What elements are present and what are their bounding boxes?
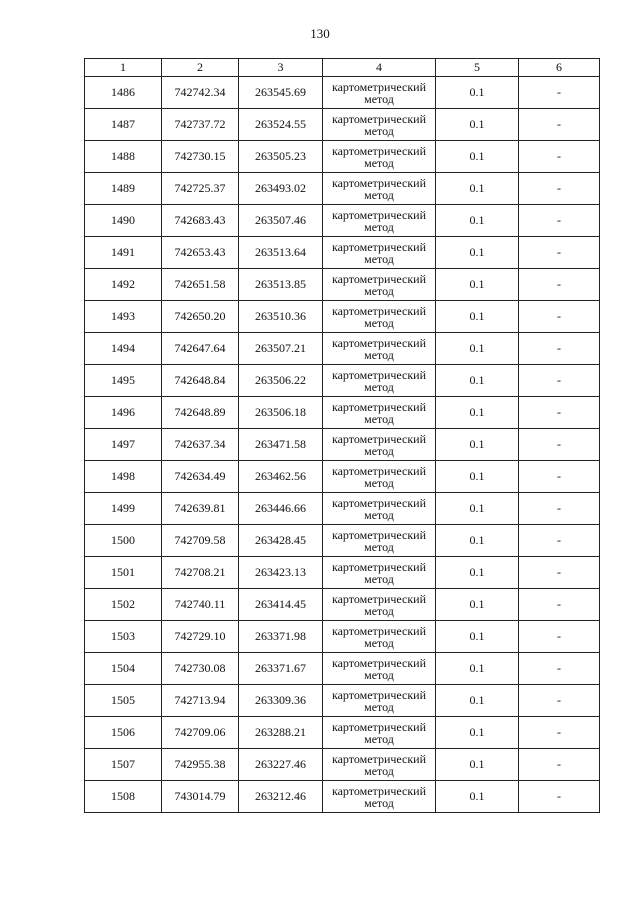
accuracy-cell: 0.1 <box>436 461 519 493</box>
note-cell: - <box>519 525 600 557</box>
column-header-5: 5 <box>436 59 519 77</box>
table-row <box>85 141 600 173</box>
x-coordinate-cell: 742709.06 <box>162 717 239 749</box>
x-coordinate-cell: 742653.43 <box>162 237 239 269</box>
point-number-cell: 1502 <box>85 589 162 621</box>
table-row <box>85 109 600 141</box>
x-coordinate-cell: 742709.58 <box>162 525 239 557</box>
x-coordinate-cell: 742713.94 <box>162 685 239 717</box>
table-row <box>85 621 600 653</box>
method-cell: картометрический метод <box>323 589 436 621</box>
note-cell: - <box>519 621 600 653</box>
accuracy-cell: 0.1 <box>436 429 519 461</box>
method-cell: картометрический метод <box>323 461 436 493</box>
note-cell: - <box>519 333 600 365</box>
y-coordinate-cell: 263423.13 <box>239 557 323 589</box>
table-row <box>85 269 600 301</box>
coordinates-table <box>84 58 600 813</box>
point-number-cell: 1486 <box>85 77 162 109</box>
y-coordinate-cell: 263414.45 <box>239 589 323 621</box>
accuracy-cell: 0.1 <box>436 589 519 621</box>
point-number-cell: 1494 <box>85 333 162 365</box>
accuracy-cell: 0.1 <box>436 301 519 333</box>
accuracy-cell: 0.1 <box>436 333 519 365</box>
accuracy-cell: 0.1 <box>436 173 519 205</box>
accuracy-cell: 0.1 <box>436 621 519 653</box>
column-header-2: 2 <box>162 59 239 77</box>
y-coordinate-cell: 263471.58 <box>239 429 323 461</box>
method-cell: картометрический метод <box>323 109 436 141</box>
note-cell: - <box>519 461 600 493</box>
method-cell: картометрический метод <box>323 717 436 749</box>
page-number: 130 <box>310 26 330 41</box>
method-cell: картометрический метод <box>323 749 436 781</box>
note-cell: - <box>519 173 600 205</box>
x-coordinate-cell: 742639.81 <box>162 493 239 525</box>
y-coordinate-cell: 263371.67 <box>239 653 323 685</box>
table-row <box>85 173 600 205</box>
x-coordinate-cell: 742648.89 <box>162 397 239 429</box>
note-cell: - <box>519 141 600 173</box>
table-row <box>85 749 600 781</box>
note-cell: - <box>519 237 600 269</box>
method-cell: картометрический метод <box>323 301 436 333</box>
note-cell: - <box>519 653 600 685</box>
y-coordinate-cell: 263545.69 <box>239 77 323 109</box>
table-row <box>85 685 600 717</box>
table-row <box>85 365 600 397</box>
y-coordinate-cell: 263510.36 <box>239 301 323 333</box>
table-row <box>85 461 600 493</box>
accuracy-cell: 0.1 <box>436 141 519 173</box>
point-number-cell: 1508 <box>85 781 162 813</box>
column-header-4: 4 <box>323 59 436 77</box>
method-cell: картометрический метод <box>323 429 436 461</box>
y-coordinate-cell: 263493.02 <box>239 173 323 205</box>
method-cell: картометрический метод <box>323 653 436 685</box>
note-cell: - <box>519 397 600 429</box>
note-cell: - <box>519 109 600 141</box>
table-row <box>85 429 600 461</box>
method-cell: картометрический метод <box>323 333 436 365</box>
point-number-cell: 1495 <box>85 365 162 397</box>
note-cell: - <box>519 269 600 301</box>
accuracy-cell: 0.1 <box>436 493 519 525</box>
point-number-cell: 1490 <box>85 205 162 237</box>
method-cell: картометрический метод <box>323 365 436 397</box>
x-coordinate-cell: 742737.72 <box>162 109 239 141</box>
method-cell: картометрический метод <box>323 557 436 589</box>
method-cell: картометрический метод <box>323 237 436 269</box>
y-coordinate-cell: 263212.46 <box>239 781 323 813</box>
accuracy-cell: 0.1 <box>436 653 519 685</box>
x-coordinate-cell: 742634.49 <box>162 461 239 493</box>
point-number-cell: 1505 <box>85 685 162 717</box>
method-cell: картометрический метод <box>323 397 436 429</box>
point-number-cell: 1503 <box>85 621 162 653</box>
y-coordinate-cell: 263227.46 <box>239 749 323 781</box>
y-coordinate-cell: 263513.64 <box>239 237 323 269</box>
x-coordinate-cell: 742742.34 <box>162 77 239 109</box>
y-coordinate-cell: 263507.46 <box>239 205 323 237</box>
x-coordinate-cell: 742651.58 <box>162 269 239 301</box>
accuracy-cell: 0.1 <box>436 717 519 749</box>
note-cell: - <box>519 301 600 333</box>
table-row <box>85 653 600 685</box>
method-cell: картометрический метод <box>323 525 436 557</box>
method-cell: картометрический метод <box>323 205 436 237</box>
method-cell: картометрический метод <box>323 621 436 653</box>
note-cell: - <box>519 589 600 621</box>
x-coordinate-cell: 742740.11 <box>162 589 239 621</box>
point-number-cell: 1497 <box>85 429 162 461</box>
column-header-6: 6 <box>519 59 600 77</box>
table-row <box>85 493 600 525</box>
note-cell: - <box>519 749 600 781</box>
method-cell: картометрический метод <box>323 781 436 813</box>
accuracy-cell: 0.1 <box>436 557 519 589</box>
accuracy-cell: 0.1 <box>436 525 519 557</box>
table-row <box>85 557 600 589</box>
y-coordinate-cell: 263506.18 <box>239 397 323 429</box>
y-coordinate-cell: 263524.55 <box>239 109 323 141</box>
y-coordinate-cell: 263309.36 <box>239 685 323 717</box>
point-number-cell: 1492 <box>85 269 162 301</box>
note-cell: - <box>519 77 600 109</box>
x-coordinate-cell: 742708.21 <box>162 557 239 589</box>
note-cell: - <box>519 429 600 461</box>
x-coordinate-cell: 742683.43 <box>162 205 239 237</box>
accuracy-cell: 0.1 <box>436 781 519 813</box>
accuracy-cell: 0.1 <box>436 685 519 717</box>
x-coordinate-cell: 742729.10 <box>162 621 239 653</box>
point-number-cell: 1496 <box>85 397 162 429</box>
point-number-cell: 1506 <box>85 717 162 749</box>
y-coordinate-cell: 263371.98 <box>239 621 323 653</box>
method-cell: картометрический метод <box>323 141 436 173</box>
accuracy-cell: 0.1 <box>436 749 519 781</box>
y-coordinate-cell: 263506.22 <box>239 365 323 397</box>
method-cell: картометрический метод <box>323 685 436 717</box>
point-number-cell: 1498 <box>85 461 162 493</box>
x-coordinate-cell: 742650.20 <box>162 301 239 333</box>
x-coordinate-cell: 742637.34 <box>162 429 239 461</box>
y-coordinate-cell: 263462.56 <box>239 461 323 493</box>
y-coordinate-cell: 263513.85 <box>239 269 323 301</box>
x-coordinate-cell: 742730.08 <box>162 653 239 685</box>
point-number-cell: 1491 <box>85 237 162 269</box>
column-header-1: 1 <box>85 59 162 77</box>
table-row <box>85 301 600 333</box>
note-cell: - <box>519 717 600 749</box>
point-number-cell: 1501 <box>85 557 162 589</box>
table-row <box>85 397 600 429</box>
point-number-cell: 1507 <box>85 749 162 781</box>
note-cell: - <box>519 781 600 813</box>
x-coordinate-cell: 742730.15 <box>162 141 239 173</box>
point-number-cell: 1488 <box>85 141 162 173</box>
method-cell: картометрический метод <box>323 269 436 301</box>
table-row <box>85 717 600 749</box>
table-row <box>85 77 600 109</box>
y-coordinate-cell: 263505.23 <box>239 141 323 173</box>
table-row <box>85 205 600 237</box>
y-coordinate-cell: 263507.21 <box>239 333 323 365</box>
table-row <box>85 589 600 621</box>
table-row <box>85 333 600 365</box>
accuracy-cell: 0.1 <box>436 269 519 301</box>
note-cell: - <box>519 493 600 525</box>
point-number-cell: 1489 <box>85 173 162 205</box>
accuracy-cell: 0.1 <box>436 397 519 429</box>
point-number-cell: 1493 <box>85 301 162 333</box>
note-cell: - <box>519 365 600 397</box>
table-body <box>85 77 600 813</box>
x-coordinate-cell: 743014.79 <box>162 781 239 813</box>
accuracy-cell: 0.1 <box>436 237 519 269</box>
table-row <box>85 525 600 557</box>
x-coordinate-cell: 742955.38 <box>162 749 239 781</box>
column-header-3: 3 <box>239 59 323 77</box>
x-coordinate-cell: 742725.37 <box>162 173 239 205</box>
point-number-cell: 1487 <box>85 109 162 141</box>
accuracy-cell: 0.1 <box>436 77 519 109</box>
point-number-cell: 1500 <box>85 525 162 557</box>
y-coordinate-cell: 263428.45 <box>239 525 323 557</box>
point-number-cell: 1504 <box>85 653 162 685</box>
table-row <box>85 237 600 269</box>
accuracy-cell: 0.1 <box>436 205 519 237</box>
note-cell: - <box>519 557 600 589</box>
accuracy-cell: 0.1 <box>436 109 519 141</box>
method-cell: картометрический метод <box>323 77 436 109</box>
note-cell: - <box>519 685 600 717</box>
table-header-row <box>85 59 600 77</box>
point-number-cell: 1499 <box>85 493 162 525</box>
y-coordinate-cell: 263446.66 <box>239 493 323 525</box>
table-row <box>85 781 600 813</box>
y-coordinate-cell: 263288.21 <box>239 717 323 749</box>
x-coordinate-cell: 742648.84 <box>162 365 239 397</box>
method-cell: картометрический метод <box>323 493 436 525</box>
x-coordinate-cell: 742647.64 <box>162 333 239 365</box>
method-cell: картометрический метод <box>323 173 436 205</box>
accuracy-cell: 0.1 <box>436 365 519 397</box>
note-cell: - <box>519 205 600 237</box>
